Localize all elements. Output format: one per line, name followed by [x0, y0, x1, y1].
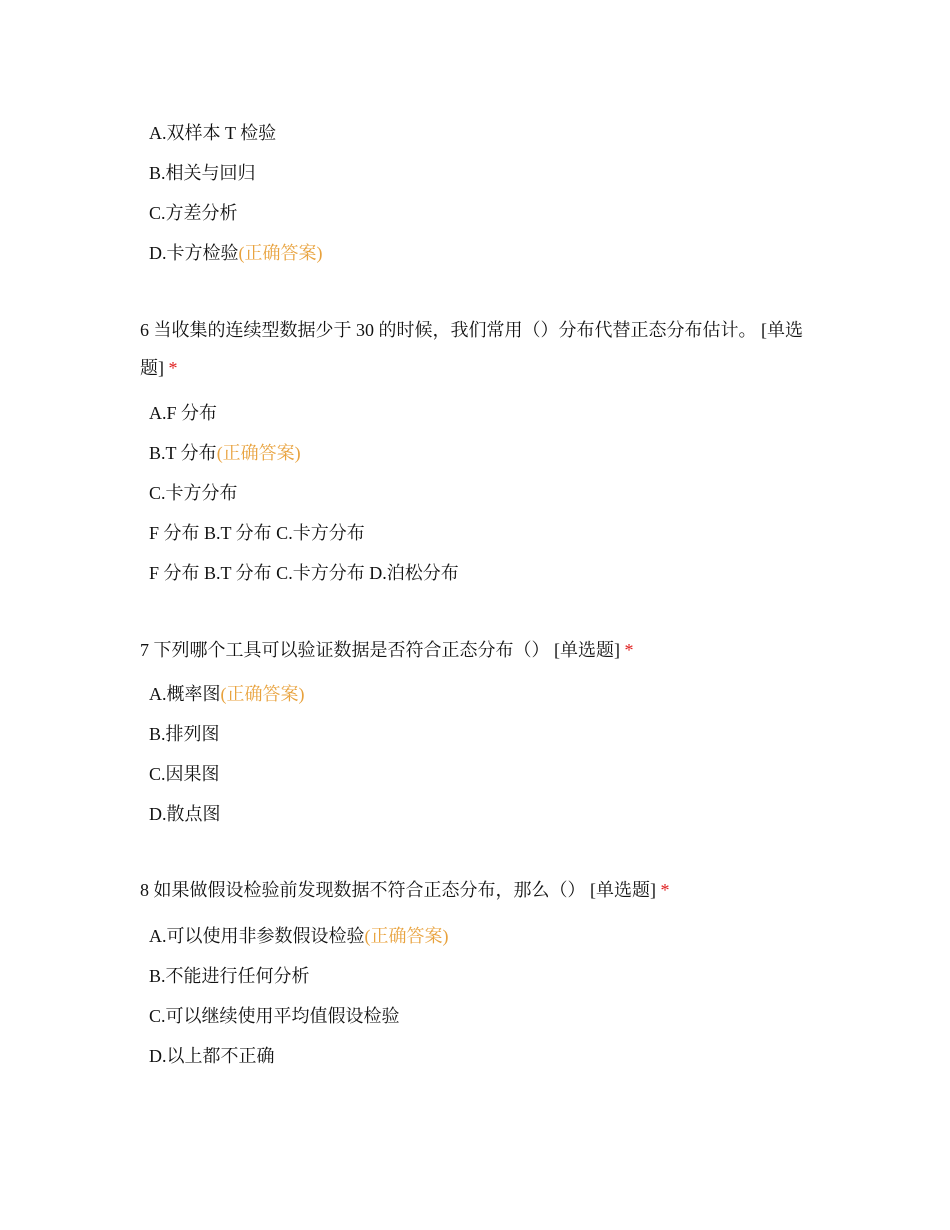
question-text: 6 当收集的连续型数据少于 30 的时候，我们常用（）分布代替正态分布估计。 [单选题]: [140, 320, 803, 378]
correct-answer-tag: (正确答案): [216, 443, 301, 463]
q5-option-d: [149, 241, 323, 265]
q8-option-c: [149, 1004, 400, 1028]
correct-answer-tag: (正确答案): [238, 243, 323, 263]
option-label: C.卡方分布: [149, 483, 238, 503]
option-label: F 分布 B.T 分布 C.卡方分布 D.泊松分布: [149, 563, 459, 583]
option-label: B.排列图: [149, 724, 220, 744]
option-label: C.因果图: [149, 764, 220, 784]
q7-option-c: [149, 762, 220, 786]
q8-title: [140, 871, 820, 909]
q7-option-b: [149, 722, 220, 746]
option-label: D.卡方检验: [149, 243, 239, 263]
option-label: C.方差分析: [149, 203, 238, 223]
option-label: A.F 分布: [149, 403, 218, 423]
required-mark: *: [660, 880, 670, 900]
option-label: B.相关与回归: [149, 163, 256, 183]
q8-option-d: [149, 1044, 275, 1068]
option-label: D.散点图: [149, 804, 221, 824]
q6-option-extra-2: [149, 561, 459, 585]
q7-option-d: [149, 802, 221, 826]
question-text: 8 如果做假设检验前发现数据不符合正态分布，那么（） [单选题]: [140, 880, 656, 900]
question-text: 7 下列哪个工具可以验证数据是否符合正态分布（） [单选题]: [140, 640, 620, 660]
q5-option-b: [149, 161, 256, 185]
required-mark: *: [168, 358, 178, 378]
option-label: B.不能进行任何分析: [149, 966, 310, 986]
option-label: C.可以继续使用平均值假设检验: [149, 1006, 400, 1026]
option-label: F 分布 B.T 分布 C.卡方分布: [149, 523, 365, 543]
q6-option-c: [149, 481, 238, 505]
option-label: A.双样本 T 检验: [149, 123, 277, 143]
option-label: D.以上都不正确: [149, 1046, 275, 1066]
required-mark: *: [624, 640, 634, 660]
q6-option-extra-1: [149, 521, 365, 545]
q8-option-b: [149, 964, 310, 988]
q8-option-a: [149, 924, 449, 948]
option-label: A.概率图: [149, 684, 221, 704]
q6-option-a: [149, 401, 217, 425]
q6-option-b: [149, 441, 301, 465]
q5-option-c: [149, 201, 238, 225]
correct-answer-tag: (正确答案): [220, 684, 305, 704]
option-label: A.可以使用非参数假设检验: [149, 926, 365, 946]
q5-option-a: [149, 121, 276, 145]
correct-answer-tag: (正确答案): [364, 926, 449, 946]
q7-title: [140, 631, 820, 669]
q7-option-a: [149, 682, 305, 706]
q6-title: [140, 311, 820, 387]
option-label: B.T 分布: [149, 443, 217, 463]
